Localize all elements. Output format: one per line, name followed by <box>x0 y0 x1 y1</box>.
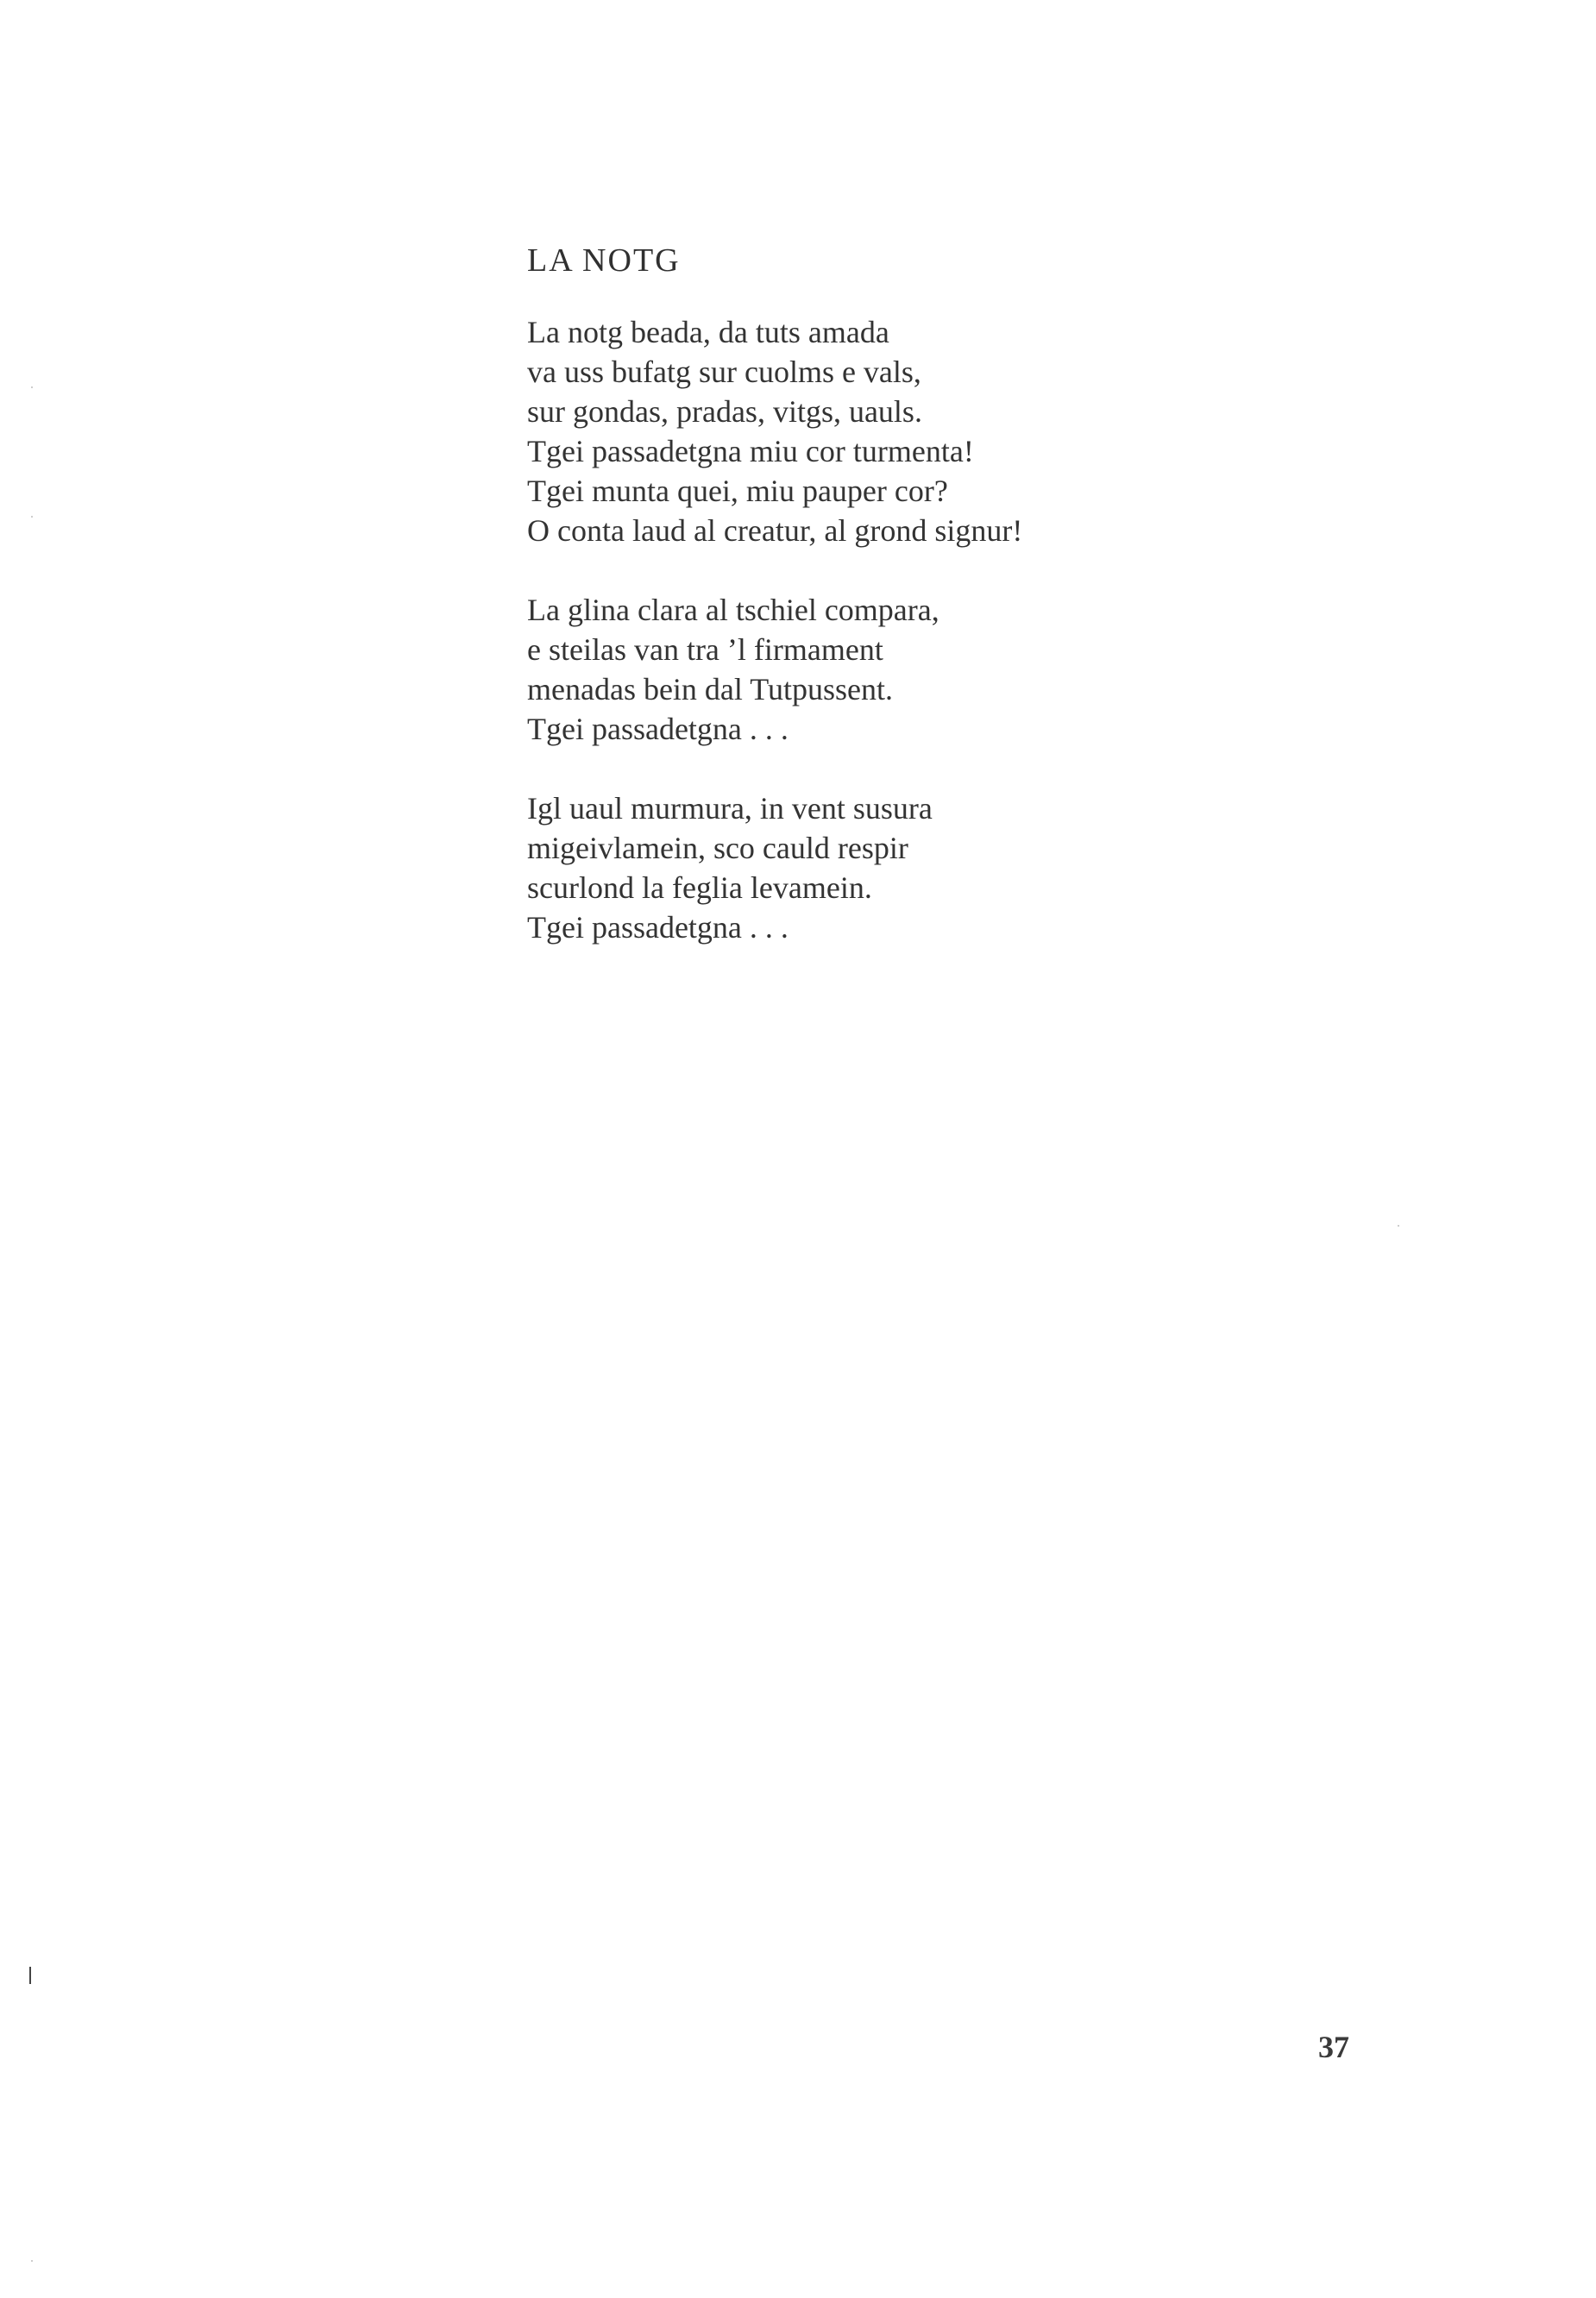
poem-line: Igl uaul murmura, in vent susura <box>527 791 933 826</box>
scan-speck <box>31 386 33 388</box>
margin-mark <box>29 1967 31 1984</box>
stanza-1 <box>527 312 1304 550</box>
poem-line: migeivlamein, sco cauld respir <box>527 831 908 865</box>
poem-line: Tgei passadetgna . . . <box>527 910 789 945</box>
scan-speck <box>31 516 33 518</box>
poem-line: La glina clara al tschiel compara, <box>527 593 939 627</box>
poem-line: va uss bufatg sur cuolms e vals, <box>527 355 921 389</box>
poem-line: sur gondas, pradas, vitgs, uauls. <box>527 394 922 429</box>
poem-line: La notg beada, da tuts amada <box>527 315 889 349</box>
poem-title: LA NOTG <box>527 242 681 279</box>
poem-line: Tgei munta quei, miu pauper cor? <box>527 474 948 508</box>
scan-speck <box>31 2260 33 2262</box>
stanza-2 <box>527 590 1304 749</box>
poem-line: menadas bein dal Tutpussent. <box>527 672 893 706</box>
poem-line: scurlond la feglia levamein. <box>527 870 872 905</box>
poem-line: O conta laud al creatur, al grond signur! <box>527 513 1023 548</box>
page-number: 37 <box>1318 2030 1349 2064</box>
stanza-3 <box>527 788 1304 947</box>
poem-line: Tgei passadetgna miu cor turmenta! <box>527 434 974 468</box>
scan-speck <box>1398 1225 1399 1227</box>
poem <box>527 242 1304 987</box>
poem-line: e steilas van tra ’l firmament <box>527 632 883 667</box>
poem-line: Tgei passadetgna . . . <box>527 712 789 746</box>
